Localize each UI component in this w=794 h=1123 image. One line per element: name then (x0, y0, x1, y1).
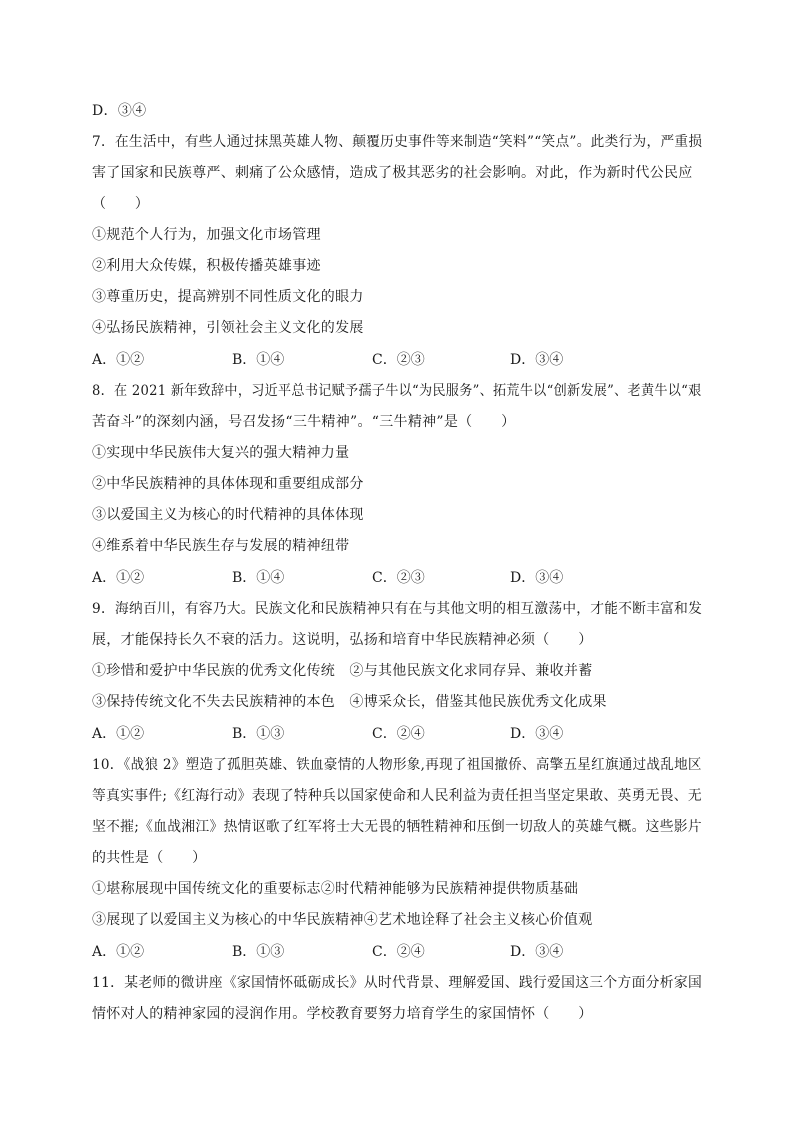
q10-stem-line-1: 10．《战狼 2》塑造了孤胆英雄、铁血豪情的人物形象,再现了祖国撤侨、高擎五星红旗通过战乱地区 (92, 757, 702, 773)
q8-item-1: ①实现中华民族伟大复兴的强大精神力量 (92, 445, 350, 461)
q7-item-2: ②利用大众传媒，积极传播英雄事迹 (92, 258, 321, 274)
q9-stem-line-1: 9．海纳百川，有容乃大。民族文化和民族精神只有在与其他文明的相互激荡中，才能不断丰富和发 (92, 601, 703, 617)
q7-item-1: ①规范个人行为，加强文化市场管理 (92, 227, 321, 243)
q7-stem-line-3: （ ） (92, 196, 150, 212)
q9-option-d: D．③④ (510, 726, 564, 742)
q8-option-a: A．①② (92, 570, 145, 586)
q8-option-c: C．②③ (372, 570, 425, 586)
q10-stem-line-4: 的共性是（ ） (92, 850, 207, 866)
q11-stem-line-1: 11．某老师的微讲座《家国情怀砥砺成长》从时代背景、理解爱国、践行爱国这三个方面分析家国 (92, 975, 703, 991)
q8-item-4: ④维系着中华民族生存与发展的精神纽带 (92, 538, 350, 554)
q8-item-2: ②中华民族精神的具体体现和重要组成部分 (92, 476, 364, 492)
q8-option-d: D．③④ (510, 570, 564, 586)
q10-option-c: C．②④ (372, 944, 425, 960)
q8-item-3: ③以爱国主义为核心的时代精神的具体体现 (92, 507, 364, 523)
prev-option-d: D．③④ (92, 103, 147, 119)
q10-option-b: B．①③ (232, 944, 285, 960)
q9-items-line-2: ③保持传统文化不失去民族精神的本色 ④博采众长，借鉴其他民族优秀文化成果 (92, 694, 607, 710)
q9-stem-line-2: 展，才能保持长久不衰的活力。这说明，弘扬和培育中华民族精神必须（ ） (92, 632, 593, 648)
q8-stem-line-1: 8．在 2021 新年致辞中，习近平总书记赋予孺子牛以“为民服务”、拓荒牛以“创新发展”、老黄牛以“艰 (92, 383, 702, 399)
q10-items-line-1: ①堪称展现中国传统文化的重要标志②时代精神能够为民族精神提供物质基础 (92, 881, 579, 897)
q9-items-line-1: ①珍惜和爱护中华民族的优秀文化传统 ②与其他民族文化求同存异、兼收并蓄 (92, 663, 593, 679)
q10-option-a: A．①② (92, 944, 145, 960)
q10-stem-line-3: 坚不摧;《血战湘江》热情讴歌了红军将士大无畏的牺牲精神和压倒一切敌人的英雄气概。这些影片 (92, 819, 702, 835)
q8-option-b: B．①④ (232, 570, 285, 586)
q11-stem-line-2: 情怀对人的精神家园的浸润作用。学校教育要努力培育学生的家国情怀（ ） (92, 1006, 593, 1022)
q9-option-b: B．①③ (232, 726, 285, 742)
q7-stem-line-2: 害了国家和民族尊严、刺痛了公众感情，造成了极其恶劣的社会影响。对此，作为新时代公民应 (92, 165, 693, 181)
q7-option-d: D．③④ (510, 352, 564, 368)
q7-stem-line-1: 7．在生活中，有些人通过抹黑英雄人物、颠覆历史事件等来制造“笑料”“笑点”。此类行为，严重损 (92, 134, 703, 150)
q7-option-b: B．①④ (232, 352, 285, 368)
q9-option-a: A．①② (92, 726, 145, 742)
q10-stem-line-2: 等真实事件;《红海行动》表现了特种兵以国家使命和人民利益为责任担当坚定果敢、英勇无畏、无 (92, 788, 702, 804)
q7-item-4: ④弘扬民族精神，引领社会主义文化的发展 (92, 320, 364, 336)
q10-option-d: D．③④ (510, 944, 564, 960)
q8-stem-line-2: 苦奋斗”的深刻内涵，号召发扬“三牛精神”。“三牛精神”是（ ） (92, 414, 516, 430)
q7-option-c: C．②③ (372, 352, 425, 368)
q9-option-c: C．②④ (372, 726, 425, 742)
q7-option-a: A．①② (92, 352, 145, 368)
q7-item-3: ③尊重历史，提高辨别不同性质文化的眼力 (92, 289, 364, 305)
q10-items-line-2: ③展现了以爱国主义为核心的中华民族精神④艺术地诠释了社会主义核心价值观 (92, 912, 593, 928)
